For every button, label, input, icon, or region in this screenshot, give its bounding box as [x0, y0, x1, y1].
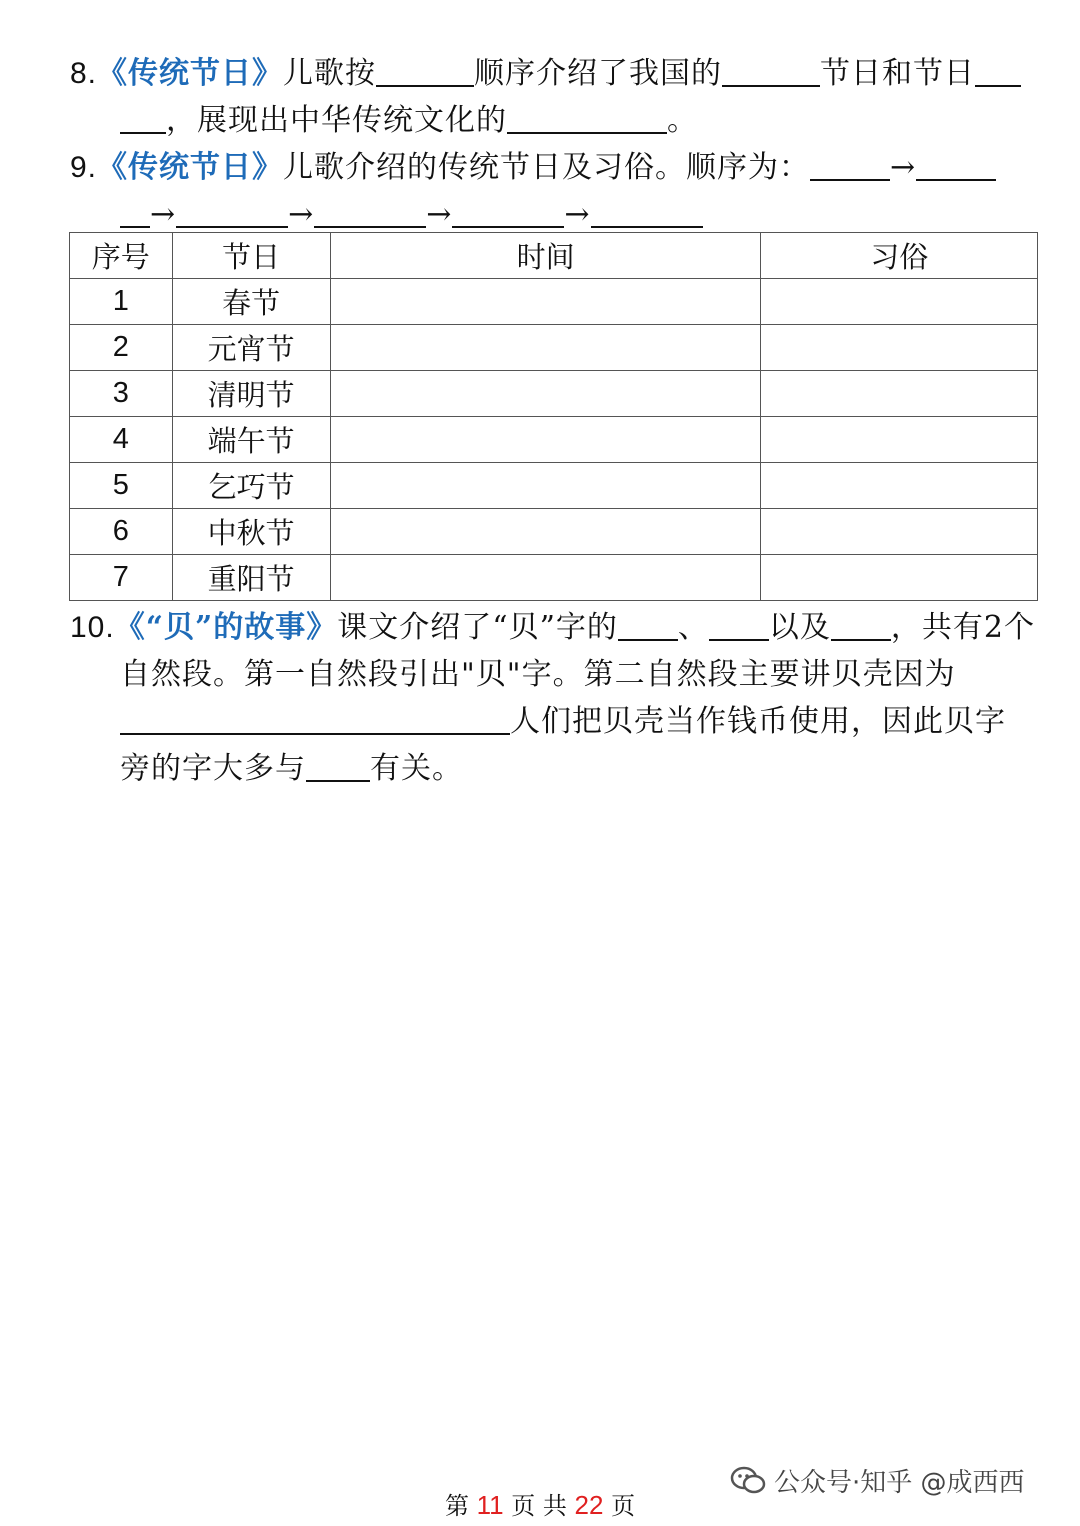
header-number: 序号	[70, 233, 173, 279]
question-8-number: 8.	[70, 57, 98, 90]
question-8-text-4: ，展现出中华传统文化的	[166, 103, 507, 138]
question-10-title: 《“贝”的故事》	[114, 610, 338, 645]
arrow: →	[150, 197, 177, 232]
question-9-title: 《传统节日》	[97, 150, 284, 185]
question-8-text-1: 儿歌按	[283, 56, 377, 91]
time-cell[interactable]	[330, 417, 761, 463]
table-row	[70, 279, 1038, 325]
arrow: →	[426, 197, 453, 232]
table-row	[70, 417, 1038, 463]
answer-blank[interactable]	[120, 102, 166, 134]
festival-table	[69, 232, 1038, 601]
question-10-text-4: ，共有2个自然段。第一自然段引出"贝"字。第二自然段主要讲贝壳因为	[120, 610, 1036, 692]
custom-cell[interactable]	[761, 371, 1038, 417]
table-header-row	[70, 233, 1038, 279]
footer-text: 页 共	[511, 1492, 567, 1520]
question-8-text-5: 。	[667, 103, 698, 138]
answer-blank[interactable]	[507, 102, 667, 134]
table-row	[70, 555, 1038, 601]
custom-cell[interactable]	[761, 417, 1038, 463]
custom-cell[interactable]	[761, 325, 1038, 371]
arrow: →	[564, 197, 591, 232]
header-custom: 习俗	[761, 233, 1038, 279]
time-cell[interactable]	[330, 463, 761, 509]
time-cell[interactable]	[330, 371, 761, 417]
row-festival: 中秋节	[172, 509, 330, 555]
question-10-text-1: 课文介绍了“贝”字的	[337, 610, 618, 645]
answer-blank[interactable]	[452, 196, 564, 228]
time-cell[interactable]	[330, 509, 761, 555]
header-festival: 节日	[172, 233, 330, 279]
question-10	[70, 604, 1035, 792]
answer-blank[interactable]	[120, 703, 510, 735]
custom-cell[interactable]	[761, 509, 1038, 555]
row-festival: 元宵节	[172, 325, 330, 371]
answer-blank[interactable]	[306, 750, 370, 782]
row-number: 6	[70, 509, 173, 555]
answer-blank[interactable]	[916, 149, 996, 181]
answer-blank[interactable]	[120, 196, 150, 228]
answer-blank[interactable]	[831, 609, 891, 641]
row-number: 2	[70, 325, 173, 371]
question-8-title: 《传统节日》	[97, 56, 284, 91]
row-festival: 端午节	[172, 417, 330, 463]
footer-text: 页	[611, 1492, 636, 1520]
answer-blank[interactable]	[314, 196, 426, 228]
question-10-text-6: 有关。	[370, 751, 463, 786]
row-number: 5	[70, 463, 173, 509]
question-9-text-1: 儿歌介绍的传统节日及习俗。顺序为：	[283, 150, 811, 185]
row-festival: 乞巧节	[172, 463, 330, 509]
custom-cell[interactable]	[761, 279, 1038, 325]
answer-blank[interactable]	[975, 55, 1021, 87]
answer-blank[interactable]	[176, 196, 288, 228]
question-10-text-3: 以及	[768, 610, 831, 645]
time-cell[interactable]	[330, 279, 761, 325]
row-number: 4	[70, 417, 173, 463]
row-festival: 重阳节	[172, 555, 330, 601]
table-row	[70, 509, 1038, 555]
table-row	[70, 325, 1038, 371]
answer-blank[interactable]	[591, 196, 703, 228]
total-page-number: 22	[574, 1490, 604, 1520]
watermark-text: 公众号·知乎 @成西西	[774, 1468, 1025, 1498]
answer-blank[interactable]	[810, 149, 890, 181]
question-8-text-2: 顺序介绍了我国的	[474, 56, 723, 91]
arrow: →	[288, 197, 315, 232]
current-page-number: 11	[476, 1490, 504, 1520]
row-number: 1	[70, 279, 173, 325]
row-festival: 清明节	[172, 371, 330, 417]
table-row	[70, 463, 1038, 509]
answer-blank[interactable]	[722, 55, 820, 87]
question-9	[70, 144, 1035, 238]
question-9-number: 9.	[70, 151, 98, 184]
question-8-text-3: 节日和节日	[820, 56, 976, 91]
answer-blank[interactable]	[618, 609, 678, 641]
page-indicator	[0, 1486, 1080, 1521]
arrow: →	[890, 150, 917, 185]
footer-text: 第	[444, 1492, 469, 1520]
header-time: 时间	[330, 233, 761, 279]
time-cell[interactable]	[330, 555, 761, 601]
row-number: 3	[70, 371, 173, 417]
answer-blank[interactable]	[376, 55, 474, 87]
question-10-text-2: 、	[677, 610, 709, 645]
custom-cell[interactable]	[761, 555, 1038, 601]
row-number: 7	[70, 555, 173, 601]
answer-blank[interactable]	[709, 609, 769, 641]
question-8	[70, 50, 1035, 144]
row-festival: 春节	[172, 279, 330, 325]
table-row	[70, 371, 1038, 417]
question-10-text-5: 人们把贝壳当作钱币使用，因此贝字旁的字大多与	[120, 704, 1006, 786]
time-cell[interactable]	[330, 325, 761, 371]
question-10-number: 10.	[70, 611, 115, 644]
custom-cell[interactable]	[761, 463, 1038, 509]
